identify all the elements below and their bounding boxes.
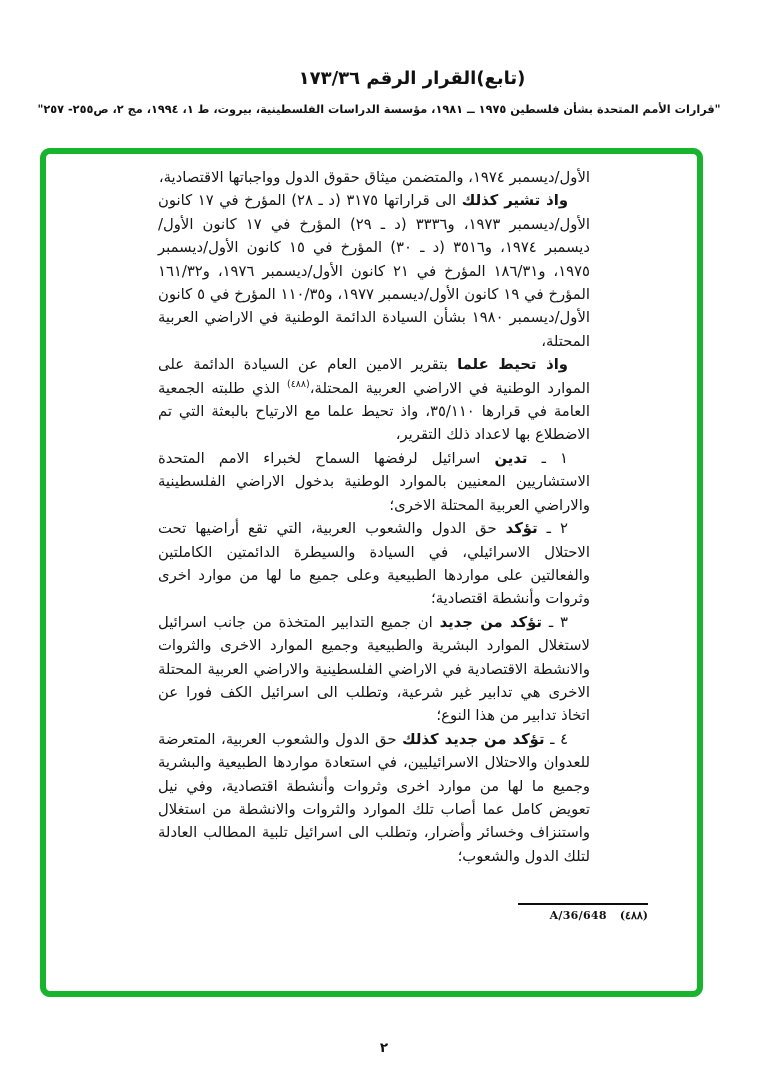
page-title: (تابع)القرار الرقم ١٧٣/٣٦	[298, 68, 526, 89]
paragraph-lead: تدين	[494, 449, 528, 467]
footnote-marker: (٤٨٨)	[286, 378, 310, 390]
footnote	[498, 909, 648, 922]
paragraph-lead: واذ تحيط علما	[457, 356, 568, 374]
document-paragraph	[158, 353, 590, 447]
footnote-document-symbol: A/36/648	[549, 909, 607, 922]
scan-speck	[686, 8, 702, 13]
paragraph-number: ١ ـ	[527, 449, 568, 467]
paragraph-number: ٤ ـ	[544, 730, 569, 748]
paragraph-lead: تؤكد	[505, 520, 538, 538]
paragraph-lead: واذ تشير كذلك	[461, 192, 569, 210]
paragraph-text: حق الدول والشعوب العربية، المتعرضة للعدوان والاحتلال الاسرائيليين، في استعادة مواردها الطبيعية والبشرية وجميع ما لها من موارد اخرى وثروات وأنشطة اقتصادية، وفي نيل تعويض كامل عما أصاب تلك الموارد والثروات والانشطة من استغلال واستنزاف وخسائر وأضرار، وتطلب الى اسرائيل تلبية المطالب العادلة لتلك الدول والشعوب؛	[158, 730, 590, 865]
document-paragraph	[158, 189, 590, 353]
document-body	[158, 166, 590, 868]
document-paragraph	[158, 517, 590, 611]
paragraph-text: ان جميع التدابير المتخذة من جانب اسرائيل لاستغلال الموارد البشرية والطبيعية وجميع الموارد الاخرى والثروات والانشطة الاقتصادية في الاراضي الفلسطينية والاراضي العربية المحتلة الاخرى هي تدابير غير شرعية، وتطلب الى اسرائيل الكف فورا عن اتخاذ تدابير من هذا النوع؛	[158, 613, 590, 725]
document-paragraph	[158, 447, 590, 517]
footnote-rule	[518, 903, 648, 905]
source-citation-line: "قرارات الأمم المتحدة بشأن فلسطين ١٩٧٥ ــ ١٩٨١، مؤسسة الدراسات الفلسطينية، بيروت، ط ١، ١٩٩٤، مج ٢، ص٢٥٥- ٢٥٧"	[37, 103, 721, 116]
paragraph-text: الى قراراتها ٣١٧٥ (د ـ ٢٨) المؤرخ في ١٧ كانون الأول/ديسمبر ١٩٧٣، و٣٣٣٦ (د ـ ٢٩) المؤرخ في ١٧ كانون الأول/ديسمبر ١٩٧٤، و٣٥١٦ (د ـ ٣٠) المؤرخ في ١٥ كانون الأول/ديسمبر ١٩٧٥، و١٨٦/٣١ المؤرخ في ٢١ كانون الأول/ديسمبر ١٩٧٦، و١٦١/٣٢ المؤرخ في ١٩ كانون الأول/ديسمبر ١٩٧٧، و١١٠/٣٥ المؤرخ في ٥ كانون الأول/ديسمبر ١٩٨٠ بشأن السيادة الدائمة الوطنية في الاراضي العربية المحتلة،	[158, 192, 591, 350]
page-number: ٢	[379, 1040, 389, 1056]
paragraph-text: الأول/ديسمبر ١٩٧٤، والمتضمن ميثاق حقوق الدول وواجباتها الاقتصادية،	[158, 169, 590, 186]
paragraph-lead: تؤكد من جديد	[439, 613, 542, 631]
paragraph-text: الذي طلبته الجمعية العامة في قرارها ٣٥/١١٠، واذ تحيط علما مع الارتياح بالبعثة التي تم الاضطلاع بها لاعداد ذلك التقرير،	[158, 379, 590, 444]
document-paragraph	[158, 611, 590, 728]
document-paragraph	[158, 728, 590, 868]
paragraph-text: بتقرير الامين العام عن السيادة الدائمة على الموارد الوطنية في الاراضي العربية المحتلة،	[158, 356, 590, 397]
paragraph-text: حق الدول والشعوب العربية، التي تقع أراضيها تحت الاحتلال الاسرائيلي، في السيادة والسيطرة الدائمتين الكاملتين والفعالتين على مواردها الطبيعية وعلى جميع ما لها من موارد اخرى وثروات وأنشطة اقتصادية؛	[158, 520, 590, 608]
paragraph-lead: تؤكد من جديد كذلك	[402, 730, 545, 748]
paragraph-number: ٢ ـ	[537, 520, 568, 538]
document-paragraph	[158, 166, 590, 189]
paragraph-number: ٣ ـ	[541, 613, 568, 631]
footnote-number: (٤٨٨)	[619, 909, 648, 922]
paragraph-text: اسرائيل لرفضها السماح لخبراء الامم المتحدة الاستشاريين المعنيين بالموارد الوطنية بدخول الاراضي الفلسطينية والاراضي العربية المحتلة الاخرى؛	[158, 449, 590, 514]
